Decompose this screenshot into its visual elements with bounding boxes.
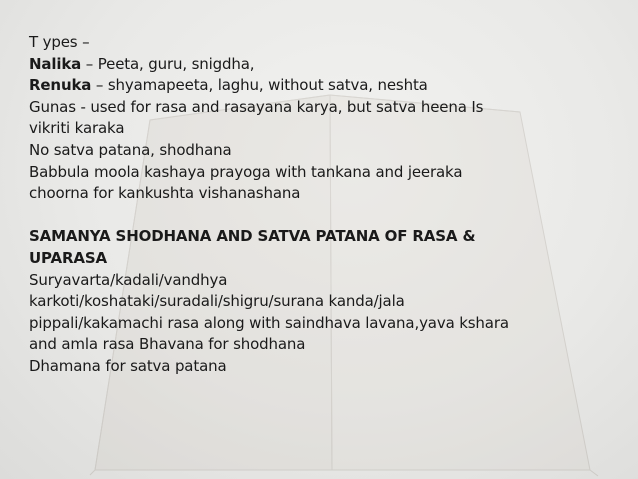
slide-body [29, 32, 619, 378]
babbula-line-1: Babbula moola kashaya prayoga with tankana and jeeraka [29, 162, 463, 181]
section-heading-line-1: SAMANYA SHODHANA AND SATVA PATANA OF RASA & [29, 227, 476, 246]
babbula-line-2: choorna for kankushta vishanashana [29, 184, 301, 203]
gunas-line-2: vikriti karaka [29, 119, 125, 138]
renuka-description: – shyamapeeta, laghu, without satva, neshta [91, 76, 428, 95]
dhamana-line: Dhamana for satva patana [29, 356, 227, 375]
types-heading: T ypes – [29, 33, 90, 51]
section-heading-line-2: UPARASA [29, 248, 107, 267]
gunas-line-1: Gunas - used for rasa and rasayana karya, but satva heena Is [29, 97, 484, 116]
suryavarta-line-3: pippali/kakamachi rasa along with saindhava lavana,yava kshara [29, 313, 509, 332]
nalika-term: Nalika [29, 54, 82, 73]
suryavarta-line-4: and amla rasa Bhavana for shodhana [29, 335, 306, 354]
paragraph-spacer [29, 205, 619, 227]
renuka-term: Renuka [29, 76, 92, 95]
suryavarta-line-1: Suryavarta/kadali/vandhya [29, 270, 228, 289]
no-satva-line: No satva patana, shodhana [29, 140, 232, 159]
nalika-description: – Peeta, guru, snigdha, [81, 54, 255, 73]
suryavarta-line-2: karkoti/koshataki/suradali/shigru/surana kanda/jala [29, 292, 405, 311]
renuka-line [29, 75, 619, 97]
nalika-line [29, 54, 619, 76]
